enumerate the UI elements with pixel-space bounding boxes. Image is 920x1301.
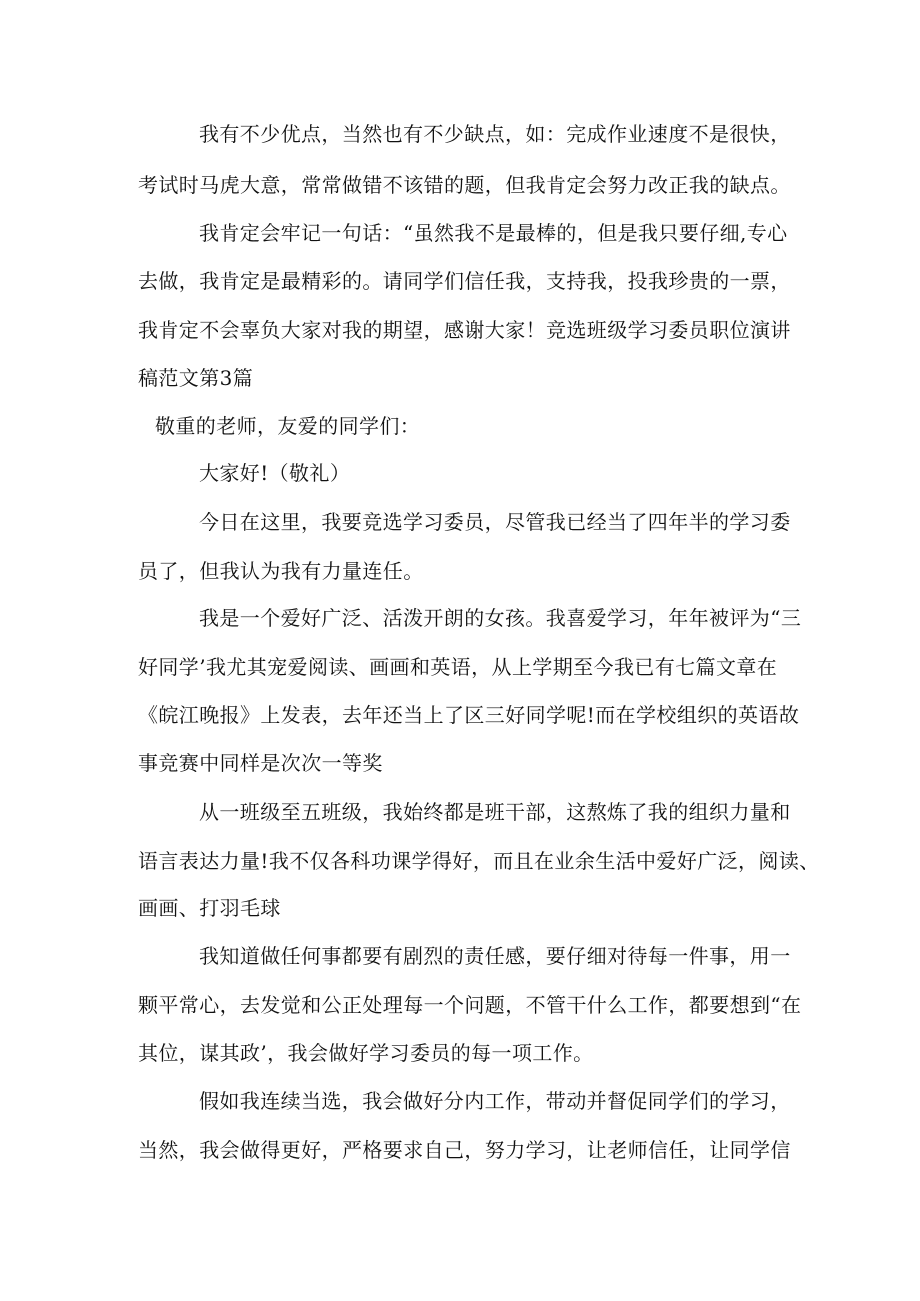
body-text-line: 语言表达力量!我不仅各科功课学得好，而且在业余生活中爱好广泛，阅读、 [138,849,820,873]
body-text-line: 好同学’我尤其宠爱阅读、画画和英语，从上学期至今我已有七篇文章在 [138,655,778,679]
body-text-line: 其位，谋其政’，我会做好学习委员的每一项工作。 [138,1041,594,1065]
body-text-line: 我是一个爱好广泛、活泼开朗的女孩。我喜爱学习，年年被评为“三 [199,606,802,630]
body-text-line: 员了，但我认为我有力量连任。 [138,559,424,583]
body-text-line: 我有不少优点，当然也有不少缺点，如：完成作业速度不是很快， [199,122,791,146]
body-text-line: 从一班级至五班级，我始终都是班干部，这熬炼了我的组织力量和 [199,800,791,824]
body-text-line: 今日在这里，我要竞选学习委员，尽管我已经当了四年半的学习委 [199,510,791,534]
body-text-line: 假如我连续当选，我会做好分内工作，带动并督促同学们的学习， [199,1089,791,1113]
body-text-line: 颗平常心，去发觉和公正处理每一个问题，不管干什么工作，都要想到“在 [138,993,802,1017]
body-text-line: 画画、打羽毛球 [138,896,281,920]
body-text-line: 去做，我肯定是最精彩的。请同学们信任我，支持我，投我珍贵的一票， [138,269,791,293]
salutation-line: 敬重的老师，友爱的同学们： [155,414,421,438]
body-text-line: 事竞赛中同样是次次一等奖 [138,751,383,775]
body-text-line: 稿范文第3篇 [138,366,254,390]
body-text-line: 《皖江晚报》上发表，去年还当上了区三好同学呢!而在学校组织的英语故 [138,703,800,727]
body-text-line: 当然，我会做得更好，严格要求自己，努力学习，让老师信任，让同学信 [138,1138,791,1162]
body-text-line: 考试时马虎大意，常常做错不该错的题，但我肯定会努力改正我的缺点。 [138,173,791,197]
body-text-line: 我肯定不会辜负大家对我的期望，感谢大家！竞选班级学习委员职位演讲 [138,318,791,342]
body-text-line: 我知道做任何事都要有剧烈的责任感，要仔细对待每一件事，用一 [199,944,791,968]
greeting-line: 大家好!（敬礼） [199,461,351,485]
body-text-line: 我肯定会牢记一句话：“虽然我不是最棒的，但是我只要仔细,专心 [199,221,788,245]
